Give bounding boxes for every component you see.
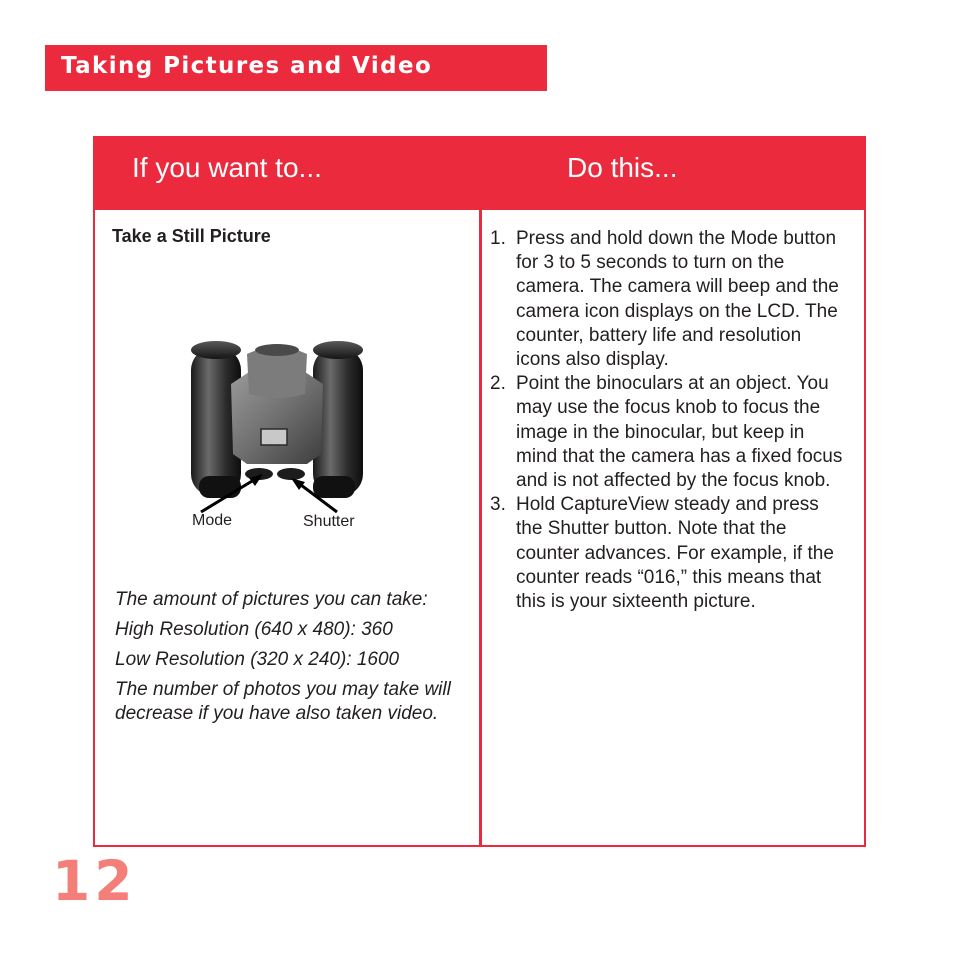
column-divider [479, 138, 482, 845]
section-banner [45, 45, 547, 91]
high-resolution-capacity: High Resolution (640 x 480): 360 [115, 619, 393, 640]
step-number: 1. [490, 228, 506, 249]
shutter-label: Shutter [303, 513, 355, 530]
header-cell-right [482, 138, 864, 210]
header-cell-left [95, 138, 479, 210]
step-item [490, 372, 850, 493]
capacity-heading: The amount of pictures you can take: [115, 589, 428, 610]
mode-label: Mode [192, 512, 233, 529]
page-number: 12 [52, 849, 137, 913]
step-number: 2. [490, 373, 506, 395]
section-title: Taking Pictures and Video [61, 53, 433, 79]
step-text: Hold CaptureView steady and press the Shutter button. Note that the counter advances. For example, if the counter reads “016,” this means that this is your sixteenth picture. [516, 494, 834, 613]
video-capacity-note: The number of photos you may take will decrease if you have also taken video. [115, 679, 451, 724]
binocular-camera-image [187, 336, 367, 541]
capacity-notes [115, 588, 455, 726]
step-number: 3. [490, 494, 506, 516]
header-do-this: Do this... [567, 152, 678, 183]
instruction-table [93, 136, 866, 847]
low-resolution-capacity: Low Resolution (320 x 240): 1600 [115, 649, 400, 670]
task-title: Take a Still Picture [112, 226, 271, 246]
step-text: Point the binoculars at an object. You may use the focus knob to focus the image in the binocular, but keep in mind that the camera has a fixed focus and is not affected by the focus knob. [516, 373, 843, 492]
step-item [490, 227, 850, 372]
step-text: Press and hold down the Mode button for 3 to 5 seconds to turn on the camera. The camera will beep and the camera icon displays on the LCD. The counter, battery life and resolution icons also display. [516, 228, 839, 371]
header-if-you-want: If you want to... [132, 152, 322, 183]
instruction-steps [490, 227, 850, 614]
step-item [490, 493, 850, 614]
